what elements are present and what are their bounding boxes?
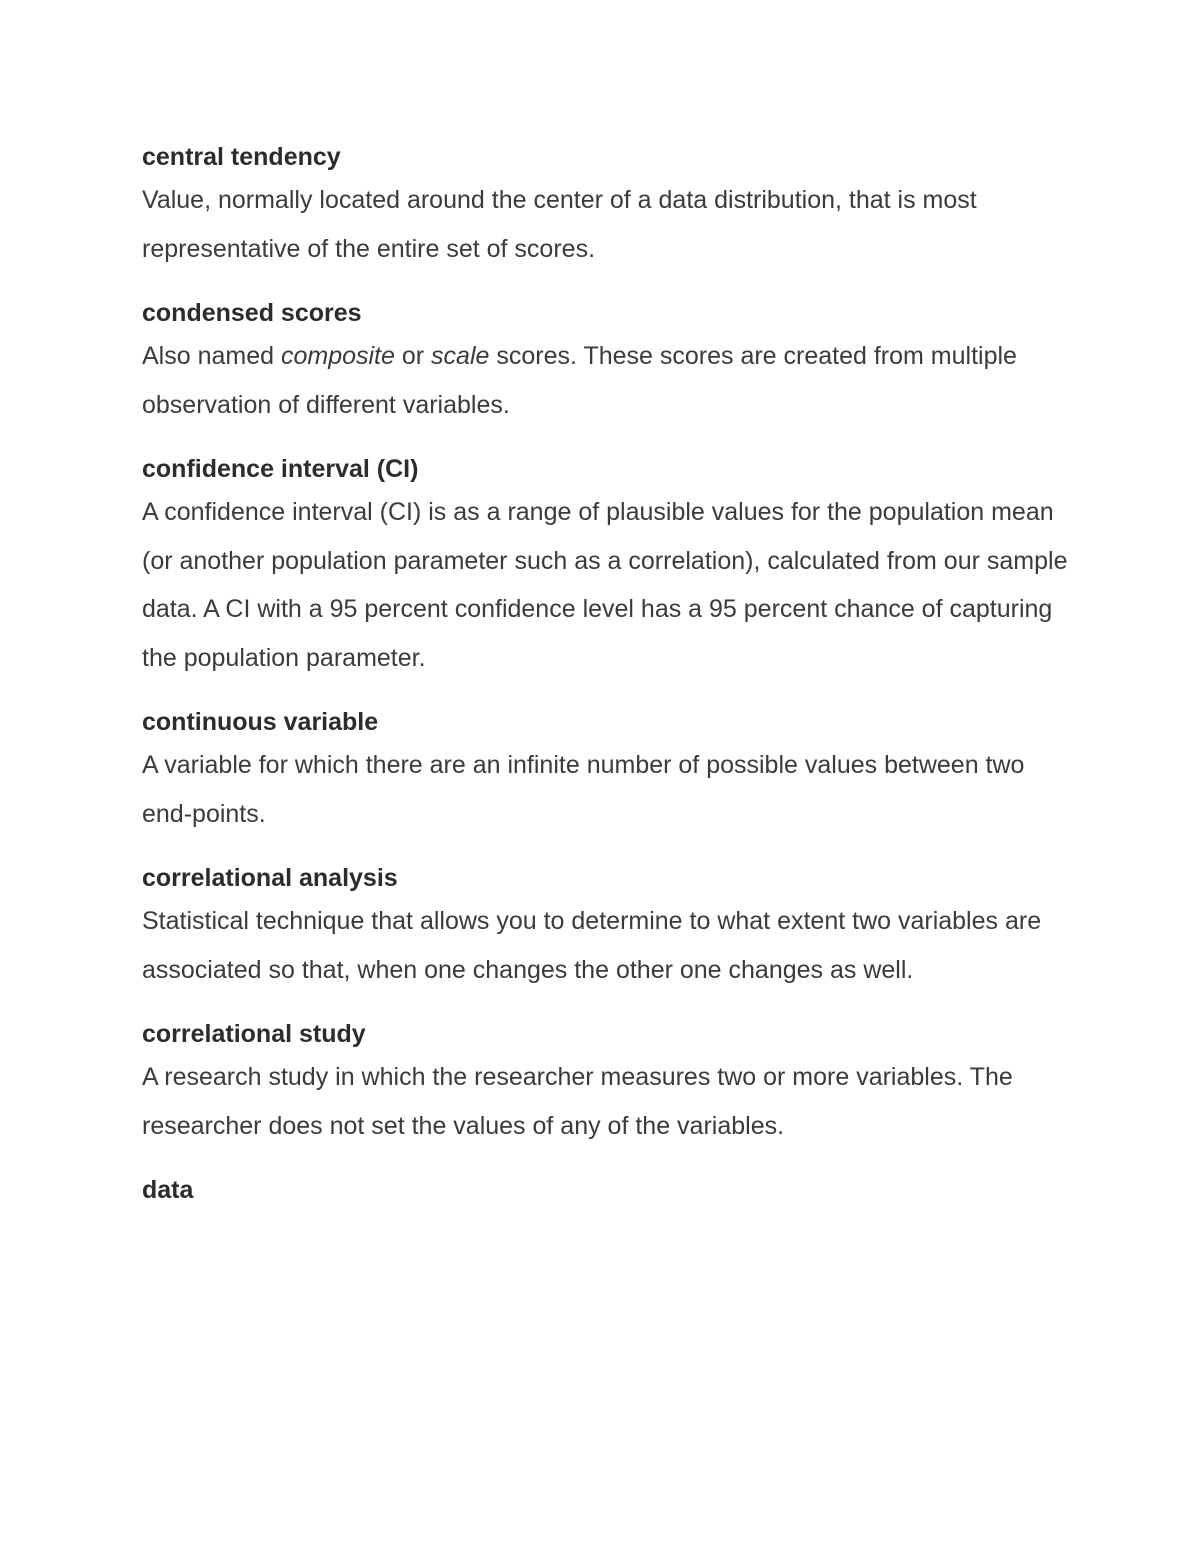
definition-text: scores. These scores are created from multiple observation of different variables.: [142, 342, 1017, 419]
glossary-definition: A research study in which the researcher measures two or more variables. The researcher does not set the values of any of the variables.: [142, 1063, 1013, 1140]
glossary-term: condensed scores: [142, 299, 362, 327]
glossary-entry-condensed-scores: [142, 294, 1072, 429]
glossary-definition: A confidence interval (CI) is as a range of plausible values for the population mean (or another population parameter such as a correlation), calculated from our sample data. A CI with a 95 percent confidence level has a 95 percent chance of capturing the population parameter.: [142, 498, 1068, 672]
glossary-term: confidence interval (CI): [142, 455, 419, 483]
glossary-entry-central-tendency: [142, 138, 1072, 273]
glossary-entry-data: [142, 1171, 1072, 1209]
glossary-definition: Statistical technique that allows you to determine to what extent two variables are associated so that, when one changes the other one changes as well.: [142, 907, 1042, 984]
glossary-term: continuous variable: [142, 708, 379, 736]
definition-text: or: [394, 342, 432, 370]
glossary-entry-correlational-study: [142, 1015, 1072, 1150]
glossary-term: central tendency: [142, 143, 341, 171]
definition-emphasis: composite: [280, 342, 395, 370]
glossary-entry-correlational-analysis: [142, 859, 1072, 994]
glossary-definition: A variable for which there are an infinite number of possible values between two end-points.: [142, 751, 1025, 828]
glossary-definition: Value, normally located around the center of a data distribution, that is most representative of the entire set of scores.: [142, 186, 977, 263]
glossary-term: data: [142, 1176, 194, 1204]
glossary-definition: [142, 332, 1072, 429]
glossary-term: correlational analysis: [142, 864, 398, 892]
definition-text: Also named: [142, 342, 281, 370]
definition-emphasis: scale: [431, 342, 490, 370]
glossary-page: [142, 138, 1072, 1230]
glossary-entry-continuous-variable: [142, 703, 1072, 838]
glossary-term: correlational study: [142, 1020, 366, 1048]
glossary-entry-confidence-interval: [142, 450, 1072, 682]
